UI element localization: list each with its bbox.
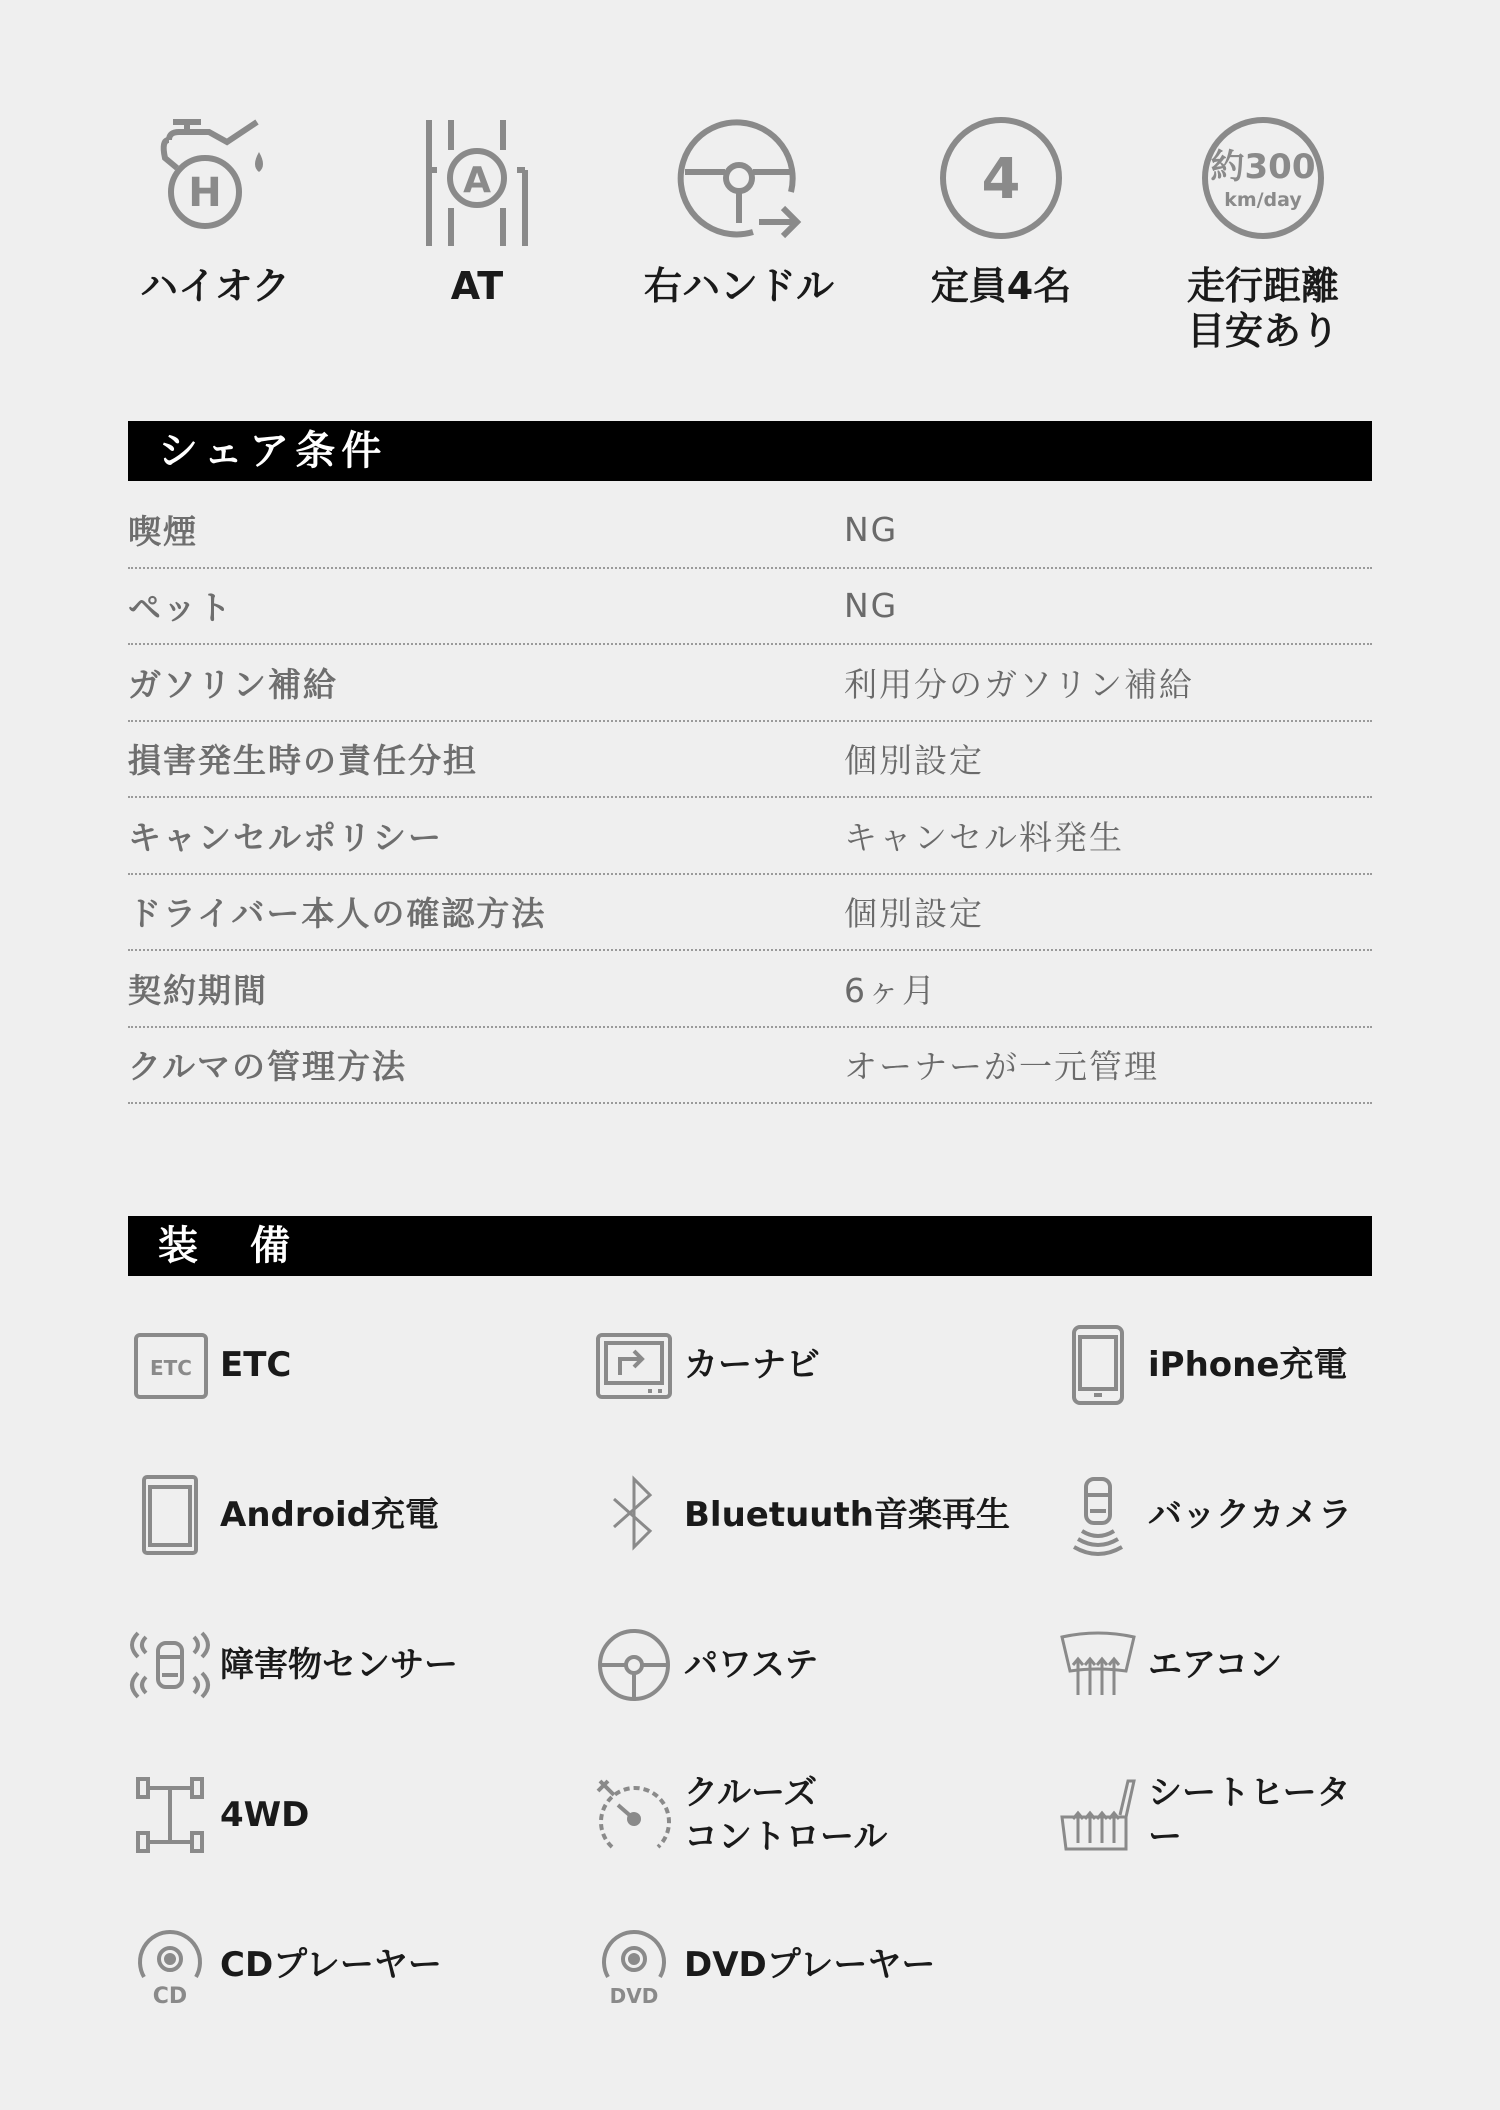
equipment-item-iphone (1056, 1310, 1347, 1420)
seat-heater-icon (1056, 1773, 1140, 1857)
table-row (128, 798, 1372, 875)
condition-value: NG (844, 586, 899, 626)
table-row (128, 492, 1372, 569)
equipment-item-bluetooth (592, 1460, 1010, 1570)
back-camera-icon (1056, 1473, 1140, 1557)
equipment-label: カーナビ (684, 1345, 820, 1385)
cd-player-icon (128, 1923, 212, 2007)
equipment-item-etc (128, 1310, 291, 1420)
condition-key: 喫煙 (128, 511, 198, 551)
high-octane-fuel-icon (147, 110, 283, 246)
etc-icon (128, 1323, 212, 1407)
equipment-item-cruise-control (592, 1760, 887, 1870)
equipment-item-back-camera (1056, 1460, 1352, 1570)
svg-text:A: A (463, 160, 491, 201)
spec-fuel-label: ハイオク (139, 264, 291, 308)
svg-text:km/day: km/day (1224, 189, 1302, 211)
equipment-label: バックカメラ (1148, 1495, 1352, 1535)
spec-steering-label: 右ハンドル (643, 264, 834, 308)
equipment-item-navi (592, 1310, 820, 1420)
equipment-item-dvd-player (592, 1910, 935, 2020)
automatic-transmission-icon (409, 110, 545, 246)
equipment-item-air-conditioner (1056, 1610, 1282, 1720)
condition-key: キャンセルポリシー (128, 817, 443, 857)
spec-transmission (347, 110, 607, 309)
svg-text:ETC: ETC (150, 1356, 192, 1380)
spec-fuel (85, 110, 345, 309)
spec-mileage (1133, 110, 1393, 354)
equipment-label: ETC (220, 1345, 292, 1385)
condition-value: 個別設定 (844, 741, 984, 781)
equipment-label: Bluetuuth音楽再生 (684, 1495, 1010, 1535)
table-row (128, 951, 1372, 1028)
svg-text:4: 4 (981, 147, 1021, 212)
spec-summary (85, 110, 1415, 370)
spec-transmission-label: AT (450, 264, 504, 308)
equipment-label: DVDプレーヤー (684, 1945, 936, 1985)
equipment-item-android (128, 1460, 439, 1570)
svg-text:約300: 約300 (1210, 147, 1316, 187)
equipment-label: シートヒーター (1148, 1773, 1351, 1857)
condition-key: ガソリン補給 (128, 664, 338, 704)
equipment-label: 4WD (220, 1795, 310, 1835)
equipment-label: クルーズ コントロール (684, 1773, 888, 1857)
equipment-item-cd-player (128, 1910, 442, 2020)
capacity-4-icon (933, 110, 1069, 246)
condition-value: NG (844, 509, 899, 549)
bluetooth-icon (592, 1473, 676, 1557)
equipment-item-seat-heater (1056, 1760, 1378, 1870)
condition-value: 個別設定 (844, 894, 984, 934)
cruise-control-icon (592, 1773, 676, 1857)
svg-text:H: H (188, 170, 222, 216)
spec-capacity (871, 110, 1131, 309)
right-hand-drive-icon (671, 110, 807, 246)
obstacle-sensor-icon (128, 1623, 212, 1707)
table-row (128, 722, 1372, 799)
condition-key: ペット (128, 588, 233, 628)
equipment-section-title: 装 備 (128, 1216, 1372, 1276)
table-row (128, 1028, 1372, 1105)
dvd-player-icon (592, 1923, 676, 2007)
conditions-table (128, 492, 1372, 1104)
condition-value: 6ヶ月 (844, 970, 937, 1010)
equipment-label: CDプレーヤー (220, 1945, 442, 1985)
car-navigation-icon (592, 1323, 676, 1407)
spec-steering (609, 110, 869, 309)
air-conditioner-icon (1056, 1623, 1140, 1707)
condition-key: 損害発生時の責任分担 (128, 741, 478, 781)
condition-value: 利用分のガソリン補給 (844, 664, 1194, 704)
spec-mileage-label: 走行距離 目安あり (1186, 264, 1339, 353)
equipment-item-obstacle-sensor (128, 1610, 458, 1720)
iphone-charger-icon (1056, 1323, 1140, 1407)
spec-capacity-label: 定員4名 (930, 264, 1072, 308)
svg-text:DVD: DVD (609, 1984, 659, 2007)
four-wheel-drive-icon (128, 1773, 212, 1857)
conditions-section-title: シェア条件 (128, 421, 1372, 481)
table-row (128, 569, 1372, 646)
equipment-label: iPhone充電 (1148, 1345, 1348, 1385)
condition-key: 契約期間 (128, 970, 268, 1010)
condition-value: オーナーが一元管理 (844, 1047, 1159, 1087)
power-steering-icon (592, 1623, 676, 1707)
equipment-item-4wd (128, 1760, 309, 1870)
equipment-label: パワステ (684, 1645, 819, 1685)
svg-text:CD: CD (152, 1984, 188, 2007)
equipment-label: 障害物センサー (220, 1645, 458, 1685)
mileage-limit-icon (1195, 110, 1331, 246)
equipment-item-power-steering (592, 1610, 818, 1720)
table-row (128, 875, 1372, 952)
condition-key: ドライバー本人の確認方法 (128, 894, 547, 934)
android-charger-icon (128, 1473, 212, 1557)
condition-value: キャンセル料発生 (844, 817, 1124, 857)
condition-key: クルマの管理方法 (128, 1047, 408, 1087)
table-row (128, 645, 1372, 722)
equipment-label: Android充電 (220, 1495, 439, 1535)
equipment-label: エアコン (1148, 1645, 1283, 1685)
